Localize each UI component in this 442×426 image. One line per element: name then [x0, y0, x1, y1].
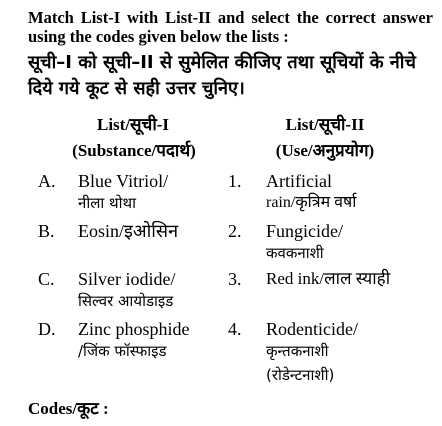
list2-item-line1: Red ink/लाल स्याही [266, 269, 391, 288]
list2-item-line2: rain/कृत्रिम वर्षा [266, 194, 357, 211]
question-hindi: सूची–I को सूची–II से सुमेलित कीजिए तथा सूचियों के नीचे दिये गये कूट से सही उत्तर चुनिए। [28, 52, 416, 99]
list1-item-line2: /जिंक फॉस्फाइड [78, 342, 167, 360]
list2-item-key: 1. [228, 171, 242, 191]
list1-item-line2: नीला थोथा [78, 194, 136, 212]
list1-item-line2: सिल्वर आयोडाइड [78, 292, 174, 310]
list1-item-key: C. [38, 269, 55, 289]
list1-item-key: A. [38, 171, 56, 191]
list2-item-key: 4. [228, 319, 242, 339]
list2-item-line2: कवकनाशी [266, 244, 324, 262]
list2-item-line2: कृन्तकनाशी [266, 342, 329, 360]
list2-item-line1: Rodenticide/ [266, 319, 358, 339]
list1-item-line1: Blue Vitriol/ [78, 171, 169, 191]
list1-item-line1: Silver iodide/ [78, 269, 176, 289]
list1-item-key: B. [38, 221, 55, 241]
list1-item-line1: Eosin/इओसिन [78, 221, 179, 241]
list2-title: List/सूची-II [285, 115, 365, 134]
list2-item-line1: Fungicide/ [266, 221, 343, 241]
list1-title: List/सूची-I [96, 115, 170, 134]
list1-subtitle: (Substance/पदार्थ) [72, 141, 196, 160]
question-english: Match List-I with List-II and select the correct answer using the codes given below the lists : [28, 8, 433, 46]
list2-item-line3: (रोडेन्टनाशी) [266, 366, 335, 384]
list2-item-line1: Artificial [266, 171, 332, 191]
codes-label: Codes/कूट : [28, 399, 109, 418]
list1-item-key: D. [38, 319, 56, 339]
list2-subtitle: (Use/अनुप्रयोग) [275, 141, 375, 160]
list2-item-key: 2. [228, 221, 242, 241]
list2-item-key: 3. [228, 269, 242, 289]
list1-item-line1: Zinc phosphide [78, 319, 190, 339]
